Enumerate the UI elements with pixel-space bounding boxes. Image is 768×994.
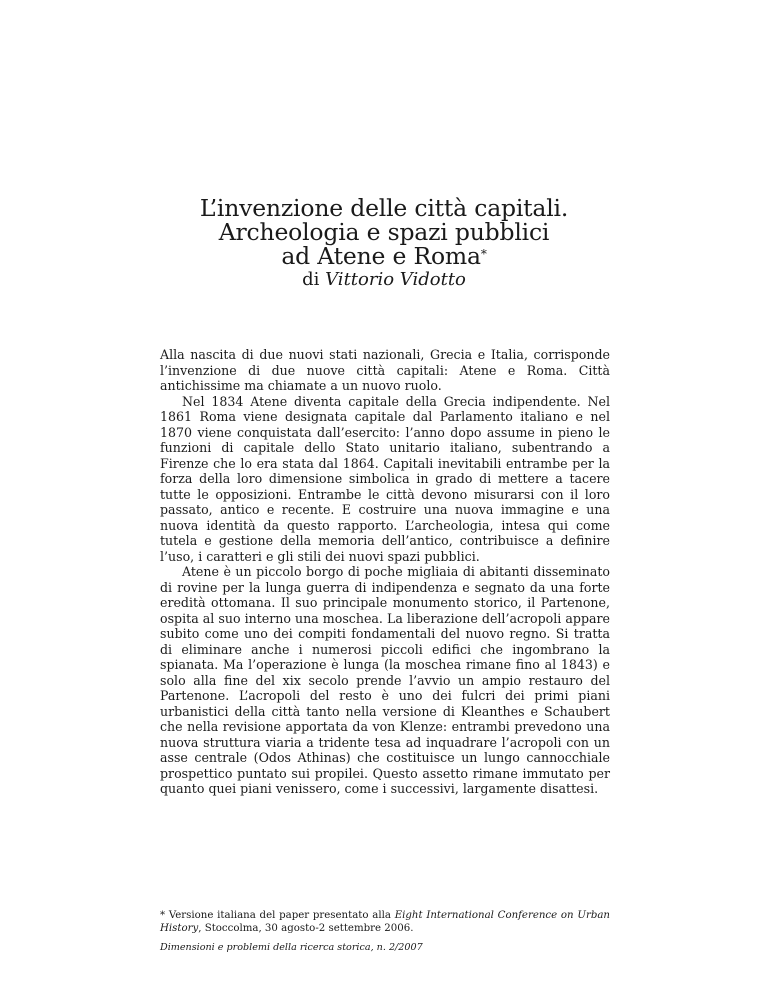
footnote-text-before: Versione italiana del paper presentato alla <box>168 910 391 921</box>
paragraph-2: Nel 1834 Atene diventa capitale della Grecia indipendente. Nel 1861 Roma viene designata capitale dal Parlamento italiano e nel 1870 viene conquistata dall’esercito: l’anno dopo assume in pieno le funzioni di capitale dello Stato unitario italiano, subentrando a Firenze che lo era stata dal 1864. Capitali inevitabili entrambe per la forza della loro dimensione simbolica in grado di mettere a tacere tutte le opposizioni. Entrambe le città devono misurarsi con il loro passato, antico e recente. E costruire una nuova immagine e una nuova identità da questo rapporto. L’archeologia, intesa qui come tutela e gestione della memoria dell’antico, contribuisce a definire l’uso, i caratteri e gli stili dei nuovi spazi pubblici. <box>160 393 610 564</box>
title-footnote-mark[interactable]: * <box>480 247 487 261</box>
footnote-mark: * <box>160 910 166 921</box>
title-line-1: L’invenzione delle città capitali. <box>199 194 569 222</box>
article-body <box>160 347 610 797</box>
title-block <box>0 196 768 291</box>
footnote <box>160 909 610 935</box>
author-name: Vittorio Vidotto <box>325 269 466 290</box>
title-line-2: Archeologia e spazi pubblici <box>218 218 550 246</box>
title-line-3-text: ad Atene e Roma <box>281 242 481 270</box>
paragraph-1: Alla nascita di due nuovi stati nazionali, Grecia e Italia, corrisponde l’invenzione di due nuove città capitali: Atene e Roma. Città antichissime ma chiamate a un nuovo ruolo. <box>160 347 610 393</box>
byline-prefix: di <box>302 269 320 290</box>
byline <box>0 269 768 291</box>
footnote-text-after: , Stoccolma, 30 agosto-2 settembre 2006. <box>198 923 414 934</box>
paragraph-3: Atene è un piccolo borgo di poche migliaia di abitanti disseminato di rovine per la lunga guerra di indipendenza e segnato da una forte eredità ottomana. Il suo principale monumento storico, il Partenone, ospita al suo interno una moschea. La liberazione dell’acropoli appare subito come uno dei compiti fondamentali del nuovo regno. Si tratta di eliminare anche i numerosi piccoli edifici che ingombrano la spianata. Ma l’operazione è lunga (la moschea rimane fino al 1843) e solo alla fine del xix secolo prende l’avvio un ampio restauro del Partenone. L’acropoli del resto è uno dei fulcri dei primi piani urbanistici della città tanto nella versione di Kleanthes e Schaubert che nella revisione apportata da von Klenze: entrambi prevedono una nuova struttura viaria a tridente tesa ad inquadrare l’acropoli con un asse centrale (Odos Athinas) che costituisce un lungo cannocchiale prospettico puntato sui propilei. Questo assetto rimane immutato per quanto quei piani venissero, come i successivi, largamente disattesi. <box>160 564 610 796</box>
footnote-conference: Eight International Conference on Urban History <box>160 910 610 934</box>
title-line-3 <box>0 244 768 268</box>
journal-reference: Dimensioni e problemi della ricerca storica, n. 2/2007 <box>160 942 423 953</box>
